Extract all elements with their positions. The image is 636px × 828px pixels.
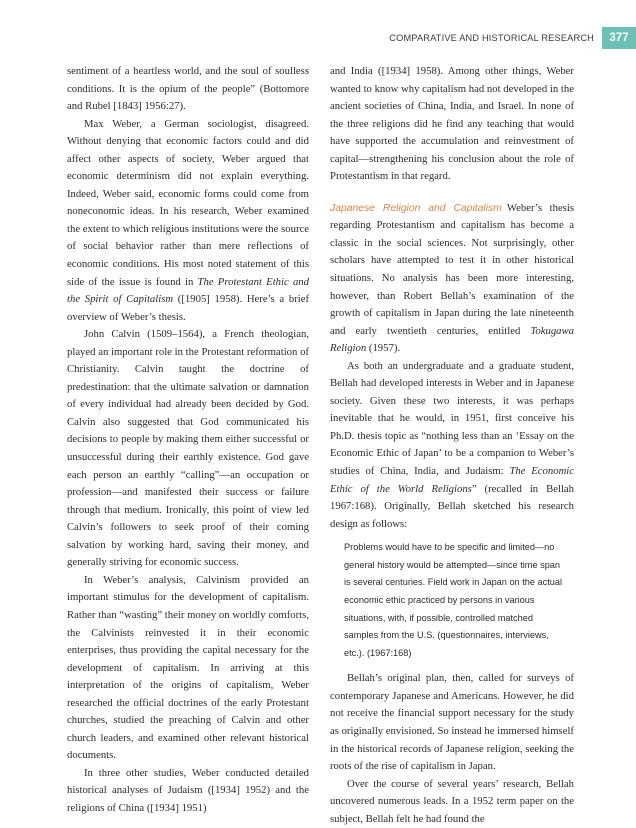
paragraph: In Weber’s analysis, Calvinism provided an important stimulus for the development of capitalism. Rather than “wasting” their money on worldly comforts, the Calvinists reinvested it in their economic enterprises, thus providing the capital necessary for the development of capitalism. In arriving at this interpretation of the origins of capitalism, Weber researched the official doctrines of the early Protestant churches, studied the preaching of Calvin and other church leaders, and examined other relevant historical documents.: [67, 573, 309, 762]
left-column: [67, 63, 309, 818]
paragraph-text: (1957).: [366, 342, 401, 355]
running-head: COMPARATIVE AND HISTORICAL RESEARCH: [389, 33, 594, 43]
book-title: The Protestant Ethic and the Spirit of Capitalism: [67, 275, 309, 306]
paragraph: Bellah’s original plan, then, called for surveys of contemporary Japanese and Americans. However, he did not receive the financial support necessary for the study as originally envisioned. So instead he immersed himself in the historical records of Japanese religion, seeking the roots of the rise of capitalism in Japan.: [330, 672, 574, 773]
paragraph-text: Weber’s thesis regarding Protestantism and capitalism has become a classic in the social sciences. Not surprisingly, other scholars have attempted to test it in other historical situations. No analysis has been more interesting, however, than Robert Bellah’s examination of the growth of capitalism in Japan during the late nineteenth and early twentieth centuries, entitled: [330, 201, 574, 337]
paragraph-text: Max Weber, a German sociologist, disagreed. Without denying that economic factors could and did affect other aspects of society, Weber argued that economic determinism did not explain everything. Indeed, Weber said, economic forms could come from noneconomic ideas. In his research, Weber examined the extent to which religious institutions were the source of social behavior rather than mere reflections of economic conditions. His most noted statement of this side of the issue is found in: [67, 117, 309, 288]
paragraph: and India ([1934] 1958). Among other things, Weber wanted to know why capitalism had not developed in the ancient societies of China, India, and Israel. In none of the three religions did he find any teaching that would have supported the accumulation and reinvestment of capital—strengthening his conclusion about the role of Protestantism in that regard.: [330, 65, 574, 183]
paragraph: [67, 116, 309, 327]
book-title: The Economic Ethic of the World Religions: [330, 465, 575, 495]
paragraph: sentiment of a heartless world, and the soul of soulless conditions. It is the opium of the people” (Bottomore and Rubel [1843] 1956:27).: [67, 65, 309, 113]
book-title: Tokugawa Religion: [330, 324, 574, 355]
paragraph: Over the course of several years’ research, Bellah uncovered numerous leads. In a 1952 term paper on the subject, Bellah felt he had found the: [330, 777, 574, 825]
page-number: 377: [602, 27, 636, 49]
paragraph: [330, 200, 574, 358]
page-header: [389, 28, 636, 48]
paragraph-text: As both an undergraduate and a graduate student, Bellah had developed interests in Weber and in Japanese society. Given these two interests, it was perhaps inevitable that he would, in 1951, first conceive his Ph.D. thesis topic as “nothing less than an ‘Essay on the Economic Ethic of Japan’ to be a companion to Weber’s studies of China, India, and Judaism:: [330, 359, 574, 478]
block-quote: Problems would have to be specific and limited—no general history would be attempted—since time span is several centuries. Field work in Japan on the actual economic ethic practiced by persons in various situations, with, if possible, controlled matched samples from the U.S. (questionnaires, interviews, etc.). (1967:168): [344, 542, 563, 658]
paragraph: In three other studies, Weber conducted detailed historical analyses of Judaism ([1934] 1952) and the religions of China ([1934] 1951): [67, 766, 309, 814]
right-column: [330, 63, 574, 828]
paragraph-text: ([1905] 1958). Here’s a brief overview of Weber’s thesis.: [67, 293, 310, 323]
paragraph-text: ” (recalled in Bellah 1967:168). Originally, Bellah sketched his research design as follows:: [330, 482, 574, 530]
paragraph: John Calvin (1509–1564), a French theologian, played an important role in the Protestant reformation of Christianity. Calvin taught the doctrine of predestination: that the ultimate salvation or damnation of every individual had already been decided by God. Calvin also suggested that God communicated his decisions to people by making them either successful or unsuccessful during their earthly existence. God gave each person an earthly “calling”—an occupation or profession—and manifested their success or failure through that medium. Ironically, this point of view led Calvin’s followers to seek proof of their coming salvation by working hard, saving their money, and generally striving for economic success.: [67, 328, 309, 569]
paragraph: [330, 358, 574, 533]
section-heading: Japanese Religion and Capitalism: [330, 202, 502, 214]
